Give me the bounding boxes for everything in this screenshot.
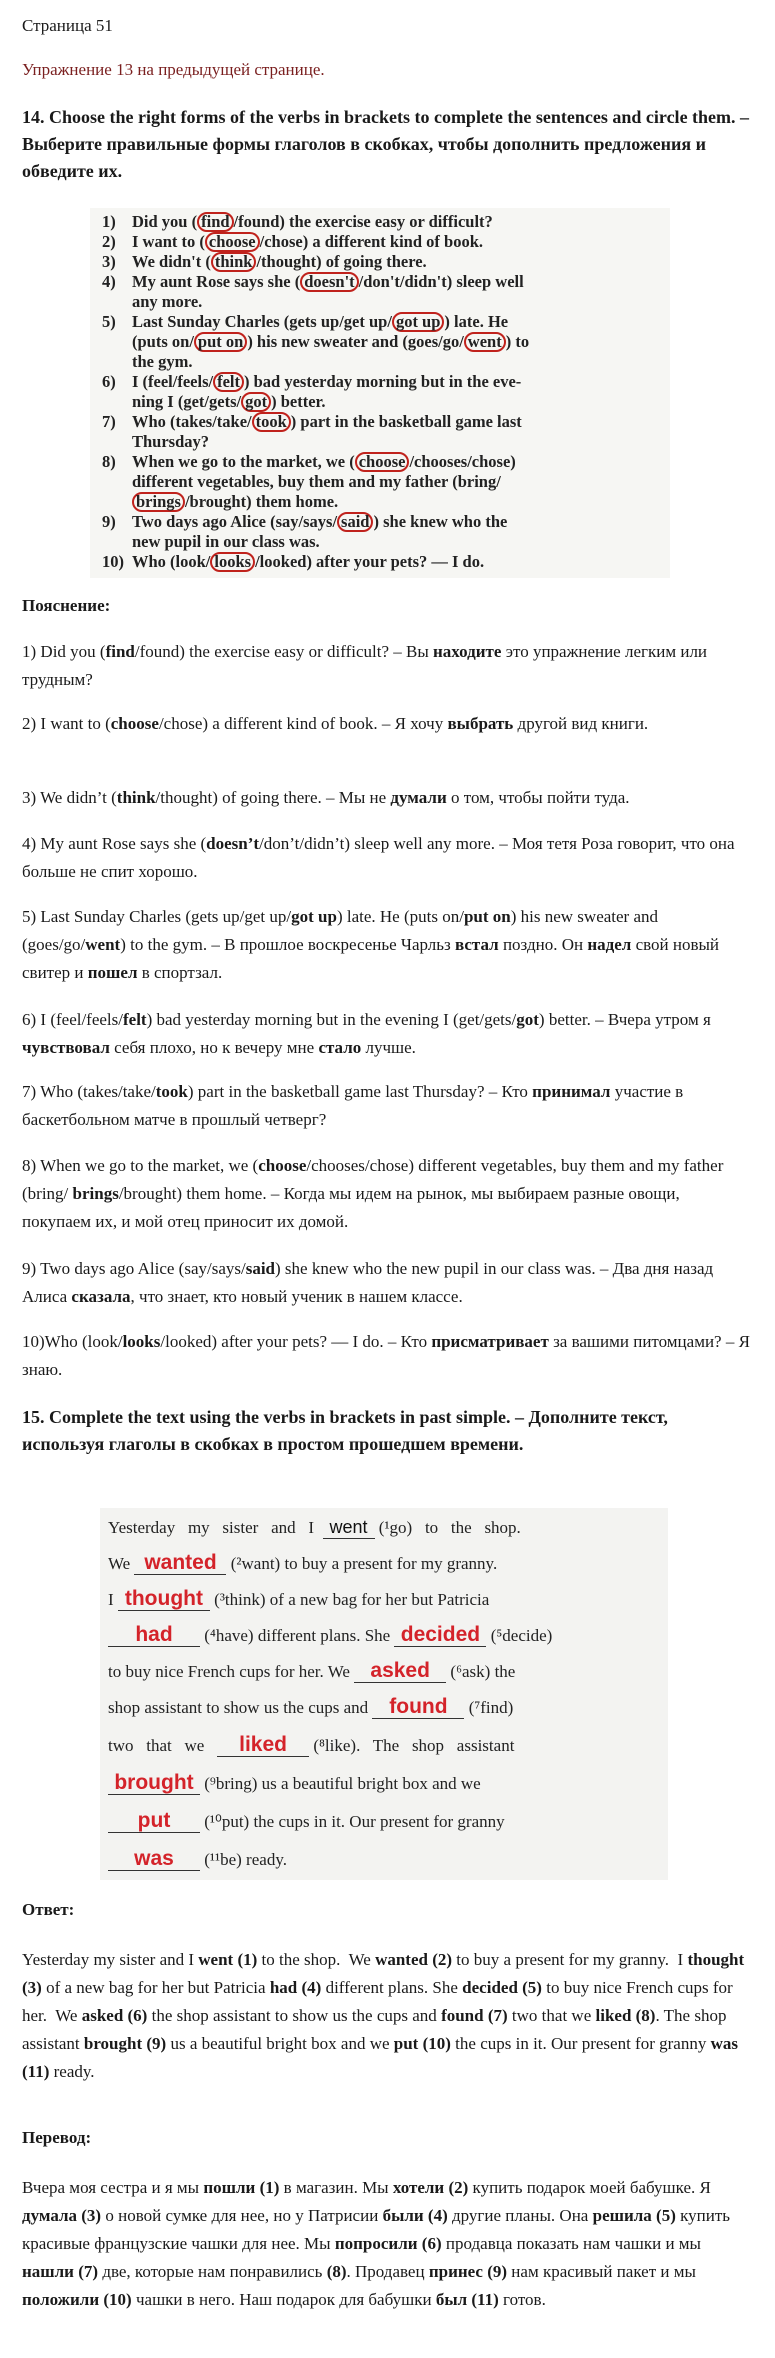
page-label: Страница 51 bbox=[22, 16, 113, 35]
tb-line: 5) Last Sunday Charles (gets up/get up/ got up ) late. He bbox=[102, 312, 509, 331]
tb-line: (puts on/ put on ) his new sweater and (goes/go/ went ) to bbox=[132, 332, 530, 351]
previous-exercise-note: Упражнение 13 на предыдущей странице. bbox=[22, 60, 325, 79]
tb-line: Thursday? bbox=[132, 432, 210, 451]
explanation-title: Пояснение: bbox=[22, 596, 111, 615]
tb-line: Yesterday my sister and I went (¹go) to the shop. bbox=[108, 1517, 521, 1537]
tb-line: shop assistant to show us the cups and found (⁷find) bbox=[108, 1695, 514, 1718]
tb-line: 4) My aunt Rose says she ( doesn't /don't/didn't) sleep well bbox=[102, 272, 524, 291]
explanation-2: 2) I want to (choose/chose) a different kind of book. – Я хочу выбрать другой вид книги. bbox=[22, 714, 649, 733]
tb-line: 10) Who (look/ looks /looked) after your pets? — I do. bbox=[102, 552, 485, 571]
tb-line: different vegetables, buy them and my father (bring/ bbox=[132, 472, 501, 491]
tb-line: any more. bbox=[132, 292, 203, 311]
tb-line: two that we liked (⁸like). The shop assistant bbox=[108, 1733, 515, 1756]
tb-line: 2) I want to ( choose /chose) a different kind of book. bbox=[102, 232, 484, 251]
tb-line: 7) Who (takes/take/ took ) part in the basketball game last bbox=[102, 412, 522, 431]
tb-line: new pupil in our class was. bbox=[132, 532, 320, 551]
fill-5: decided bbox=[394, 1624, 486, 1647]
tb-line: to buy nice French cups for her. We asked (⁶ask) the bbox=[108, 1659, 516, 1682]
tb-line: brings /brought) them home. bbox=[102, 492, 657, 512]
exercise-14-heading: 14. Choose the right forms of the verbs in brackets to complete the sentences and circle them. – Выберите правильные формы глаголов в скобках, чтобы дополнить предложения и обведите их. bbox=[22, 107, 750, 181]
explanation-9: 9) Two days ago Alice (say/says/said) she knew who the new pupil in our class was. – Два дня назад Алиса сказала, что знает, кто новый ученик в нашем классе. bbox=[22, 1259, 714, 1306]
tb-line: 3) We didn't ( think /thought) of going there. bbox=[102, 252, 427, 271]
tb-line: brought (⁹bring) us a beautiful bright box and we bbox=[108, 1772, 660, 1796]
tb-line: ning I (get/gets/ got ) better. bbox=[132, 392, 326, 411]
explanation-7: 7) Who (takes/take/took) part in the basketball game last Thursday? – Кто принимал участие в баскетбольном матче в прошлый четверг? bbox=[22, 1082, 684, 1129]
fill-4: had bbox=[108, 1624, 200, 1647]
translation-title: Перевод: bbox=[22, 2128, 92, 2147]
fill-2: wanted bbox=[134, 1552, 226, 1575]
exercise-15-heading: 15. Complete the text using the verbs in brackets in past simple. – Дополните текст, используя глаголы в скобках в простом прошедшем времени. bbox=[22, 1407, 668, 1454]
tb-line: had (⁴have) different plans. She decided (⁵decide) bbox=[108, 1624, 660, 1648]
tb-line: the gym. bbox=[132, 352, 193, 371]
tb-line: put (¹⁰put) the cups in it. Our present for granny bbox=[108, 1810, 660, 1834]
fill-8: liked bbox=[217, 1734, 309, 1757]
tb-line: was (¹¹be) ready. bbox=[108, 1848, 660, 1872]
fill-10: put bbox=[108, 1810, 200, 1833]
tb-line: I thought (³think) of a new bag for her but Patricia bbox=[108, 1587, 490, 1610]
explanation-4: 4) My aunt Rose says she (doesn’t/don’t/didn’t) sleep well any more. – Моя тетя Роза говорит, что она больше не спит хорошо. bbox=[22, 834, 735, 881]
fill-3: thought bbox=[118, 1588, 210, 1611]
answer-text: Yesterday my sister and I went (1) to the shop. We wanted (2) to buy a present for my granny. I thought (3) of a new bag for her but Patricia had (4) different plans. She decided (5) to buy nice French cups for her. We asked (6) the shop assistant to show us the cups and found (7) two that we liked (8). The shop assistant brought (9) us a beautiful bright box and we put (10) the cups in it. Our present for granny was (11) ready. bbox=[22, 1950, 745, 2081]
tb-line: 8) When we go to the market, we ( choose /chooses/chose) bbox=[102, 452, 516, 471]
answer-title: Ответ: bbox=[22, 1900, 75, 1919]
explanation-6: 6) I (feel/feels/felt) bad yesterday morning but in the evening I (get/gets/got) better. – Вчера утром я чувствовал себя плохо, но к вечеру мне стало лучше. bbox=[22, 1010, 711, 1057]
explanation-10: 10)Who (look/looks/looked) after your pets? — I do. – Кто присматривает за вашими питомцами? – Я знаю. bbox=[22, 1332, 750, 1379]
explanation-1: 1) Did you (find/found) the exercise easy or difficult? – Вы находите это упражнение легким или трудным? bbox=[22, 642, 708, 689]
translation-text: Вчера моя сестра и я мы пошли (1) в магазин. Мы хотели (2) купить подарок моей бабушке. Я думала (3) о новой сумке для нее, но у Патрисии были (4) другие планы. Она решила (5) купить красивые французские чашки для нее. Мы попросили (6) продавца показать нам чашки и мы нашли (7) две, которые нам понравились (8). Продавец принес (9) нам красивый пакет и мы положили (10) чашки в него. Наш подарок для бабушки был (11) готов. bbox=[22, 2178, 731, 2309]
tb-line: 6) I (feel/feels/ felt ) bad yesterday morning but in the eve- bbox=[102, 372, 522, 391]
explanation-8: 8) When we go to the market, we (choose/chooses/chose) different vegetables, buy them and my father (bring/ brings/brought) them home. – Когда мы идем на рынок, мы выбираем разные овощи, покупаем их, и мой отец приносит их домой. bbox=[22, 1156, 724, 1231]
tb-line: We wanted (²want) to buy a present for my granny. bbox=[108, 1551, 498, 1574]
explanation-5: 5) Last Sunday Charles (gets up/get up/got up) late. He (puts on/put on) his new sweater and (goes/go/went) to the gym. – В прошлое воскресенье Чарльз встал поздно. Он надел свой новый свитер и пошел в спортзал. bbox=[22, 907, 720, 982]
fill-9: brought bbox=[108, 1772, 200, 1795]
fill-11: was bbox=[108, 1848, 200, 1871]
fill-1: went bbox=[323, 1516, 375, 1539]
explanation-3: 3) We didn’t (think/thought) of going there. – Мы не думали о том, чтобы пойти туда. bbox=[22, 788, 630, 807]
textbook-image-ex14 bbox=[90, 208, 670, 578]
fill-6: asked bbox=[354, 1660, 446, 1683]
tb-line: 1) Did you ( find /found) the exercise easy or difficult? bbox=[102, 212, 493, 231]
textbook-image-ex15 bbox=[100, 1508, 668, 1880]
fill-7: found bbox=[372, 1696, 464, 1719]
tb-line: 9) Two days ago Alice (say/says/ said ) she knew who the bbox=[102, 512, 508, 531]
